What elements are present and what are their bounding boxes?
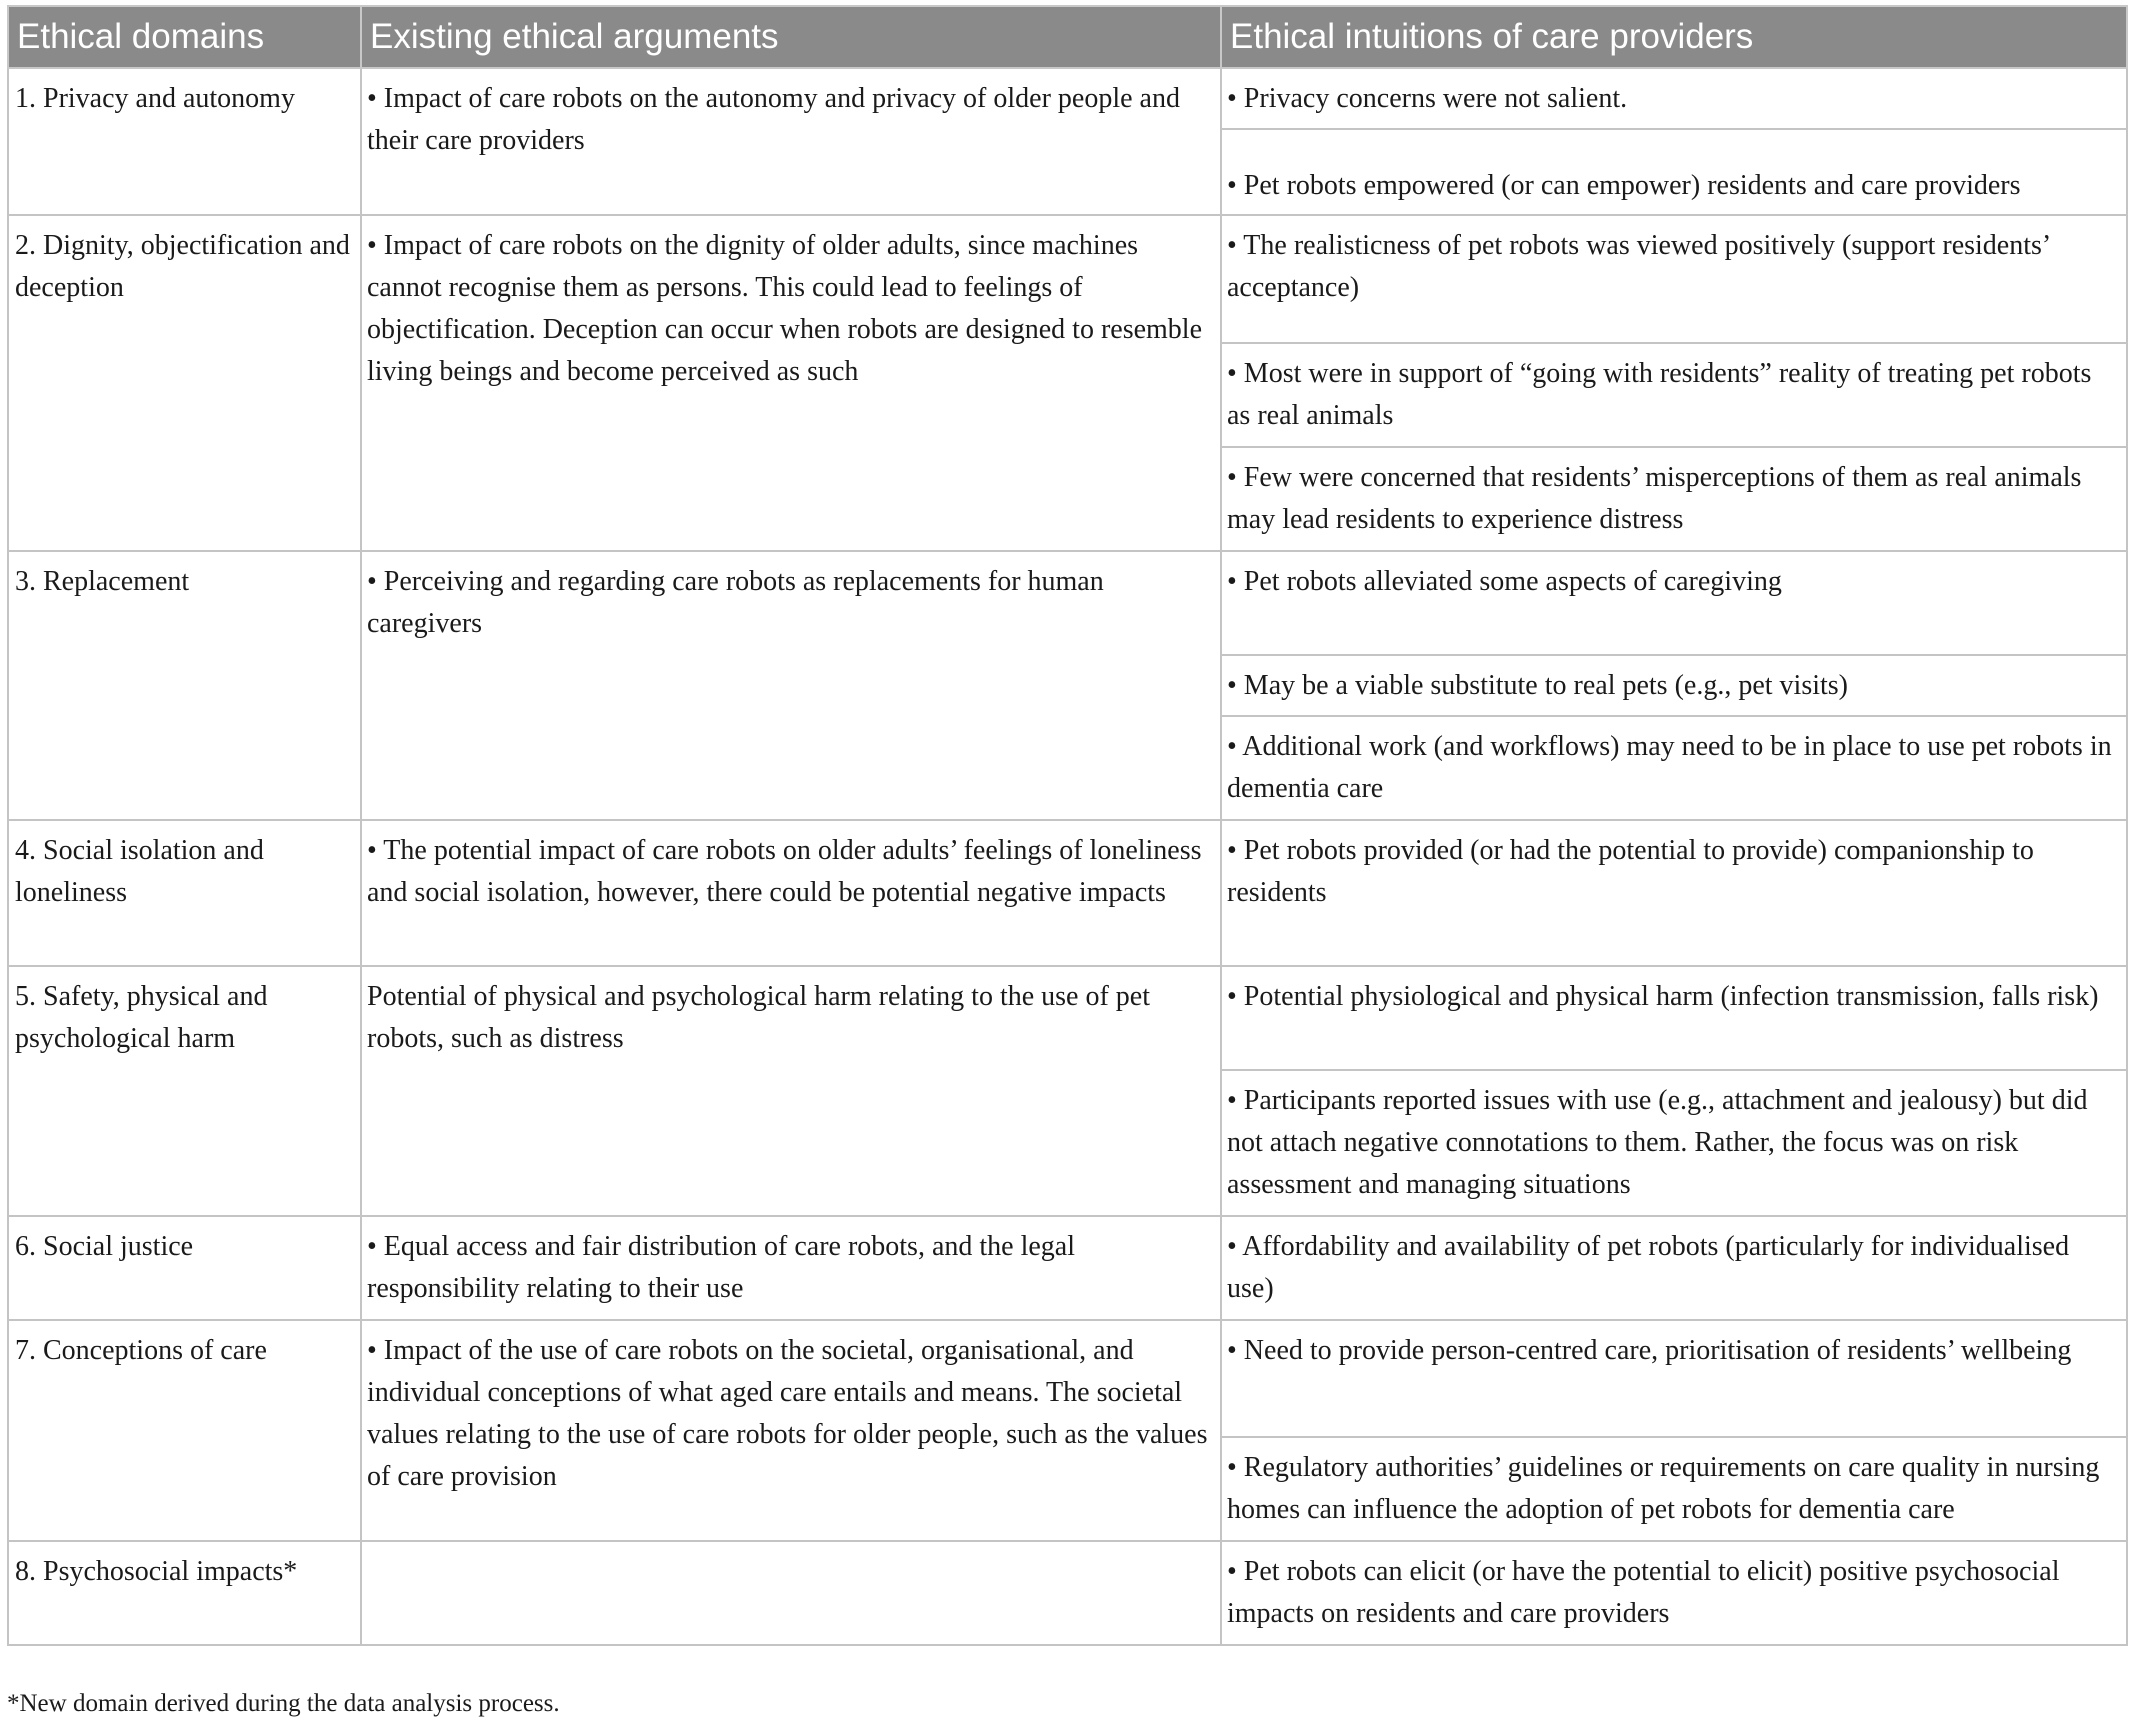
header-existing-arguments: Existing ethical arguments (361, 6, 1221, 68)
table-row (8, 1216, 2127, 1320)
table-footnote: *New domain derived during the data analysis process. (7, 1690, 560, 1717)
table-row (8, 1541, 2127, 1645)
domain-cell: 2. Dignity, objectification and deception (8, 215, 361, 551)
intuition-cell: • Pet robots empowered (or can empower) residents and care providers (1221, 129, 2127, 215)
table-row (8, 1320, 2127, 1437)
intuition-cell: • Need to provide person-centred care, prioritisation of residents’ wellbeing (1221, 1320, 2127, 1437)
table-row (8, 820, 2127, 966)
intuition-cell: • Regulatory authorities’ guidelines or requirements on care quality in nursing homes can influence the adoption of pet robots for dementia care (1221, 1437, 2127, 1541)
argument-cell: • Impact of care robots on the dignity of older adults, since machines cannot recognise them as persons. This could lead to feelings of objectification. Deception can occur when robots are designed to resemble living beings and become perceived as such (361, 215, 1221, 551)
domain-cell: 6. Social justice (8, 1216, 361, 1320)
argument-cell: • Impact of the use of care robots on the societal, organisational, and individual conceptions of what aged care entails and means. The societal values relating to the use of care robots for older people, such as the values of care provision (361, 1320, 1221, 1541)
intuition-cell: • Pet robots provided (or had the potential to provide) companionship to residents (1221, 820, 2127, 966)
table-row (8, 966, 2127, 1070)
intuition-cell: • The realisticness of pet robots was viewed positively (support residents’ acceptance) (1221, 215, 2127, 343)
intuition-cell: • Affordability and availability of pet robots (particularly for individualised use) (1221, 1216, 2127, 1320)
header-row (8, 6, 2127, 68)
argument-cell: • Perceiving and regarding care robots as replacements for human caregivers (361, 551, 1221, 820)
table-row (8, 68, 2127, 129)
intuition-cell: • Additional work (and workflows) may need to be in place to use pet robots in dementia care (1221, 716, 2127, 820)
intuition-cell: • Most were in support of “going with residents” reality of treating pet robots as real animals (1221, 343, 2127, 447)
intuition-cell: • Pet robots alleviated some aspects of caregiving (1221, 551, 2127, 655)
header-care-provider-intuitions: Ethical intuitions of care providers (1221, 6, 2127, 68)
domain-cell: 3. Replacement (8, 551, 361, 820)
argument-cell (361, 1541, 1221, 1645)
intuition-cell: • Privacy concerns were not salient. (1221, 68, 2127, 129)
argument-cell: • Equal access and fair distribution of care robots, and the legal responsibility relating to their use (361, 1216, 1221, 1320)
intuition-cell: • Participants reported issues with use (e.g., attachment and jealousy) but did not attach negative connotations to them. Rather, the focus was on risk assessment and managing situations (1221, 1070, 2127, 1216)
domain-cell: 5. Safety, physical and psychological harm (8, 966, 361, 1216)
intuition-cell: • May be a viable substitute to real pets (e.g., pet visits) (1221, 655, 2127, 716)
argument-cell: Potential of physical and psychological harm relating to the use of pet robots, such as distress (361, 966, 1221, 1216)
intuition-cell: • Pet robots can elicit (or have the potential to elicit) positive psychosocial impacts on residents and care providers (1221, 1541, 2127, 1645)
table-row (8, 215, 2127, 343)
ethics-table (7, 5, 2128, 1646)
table-row (8, 551, 2127, 655)
header-ethical-domains: Ethical domains (8, 6, 361, 68)
domain-cell: 1. Privacy and autonomy (8, 68, 361, 215)
domain-cell: 4. Social isolation and loneliness (8, 820, 361, 966)
argument-cell: • The potential impact of care robots on older adults’ feelings of loneliness and social isolation, however, there could be potential negative impacts (361, 820, 1221, 966)
domain-cell: 7. Conceptions of care (8, 1320, 361, 1541)
intuition-cell: • Few were concerned that residents’ misperceptions of them as real animals may lead residents to experience distress (1221, 447, 2127, 551)
domain-cell: 8. Psychosocial impacts* (8, 1541, 361, 1645)
intuition-cell: • Potential physiological and physical harm (infection transmission, falls risk) (1221, 966, 2127, 1070)
argument-cell: • Impact of care robots on the autonomy and privacy of older people and their care providers (361, 68, 1221, 215)
